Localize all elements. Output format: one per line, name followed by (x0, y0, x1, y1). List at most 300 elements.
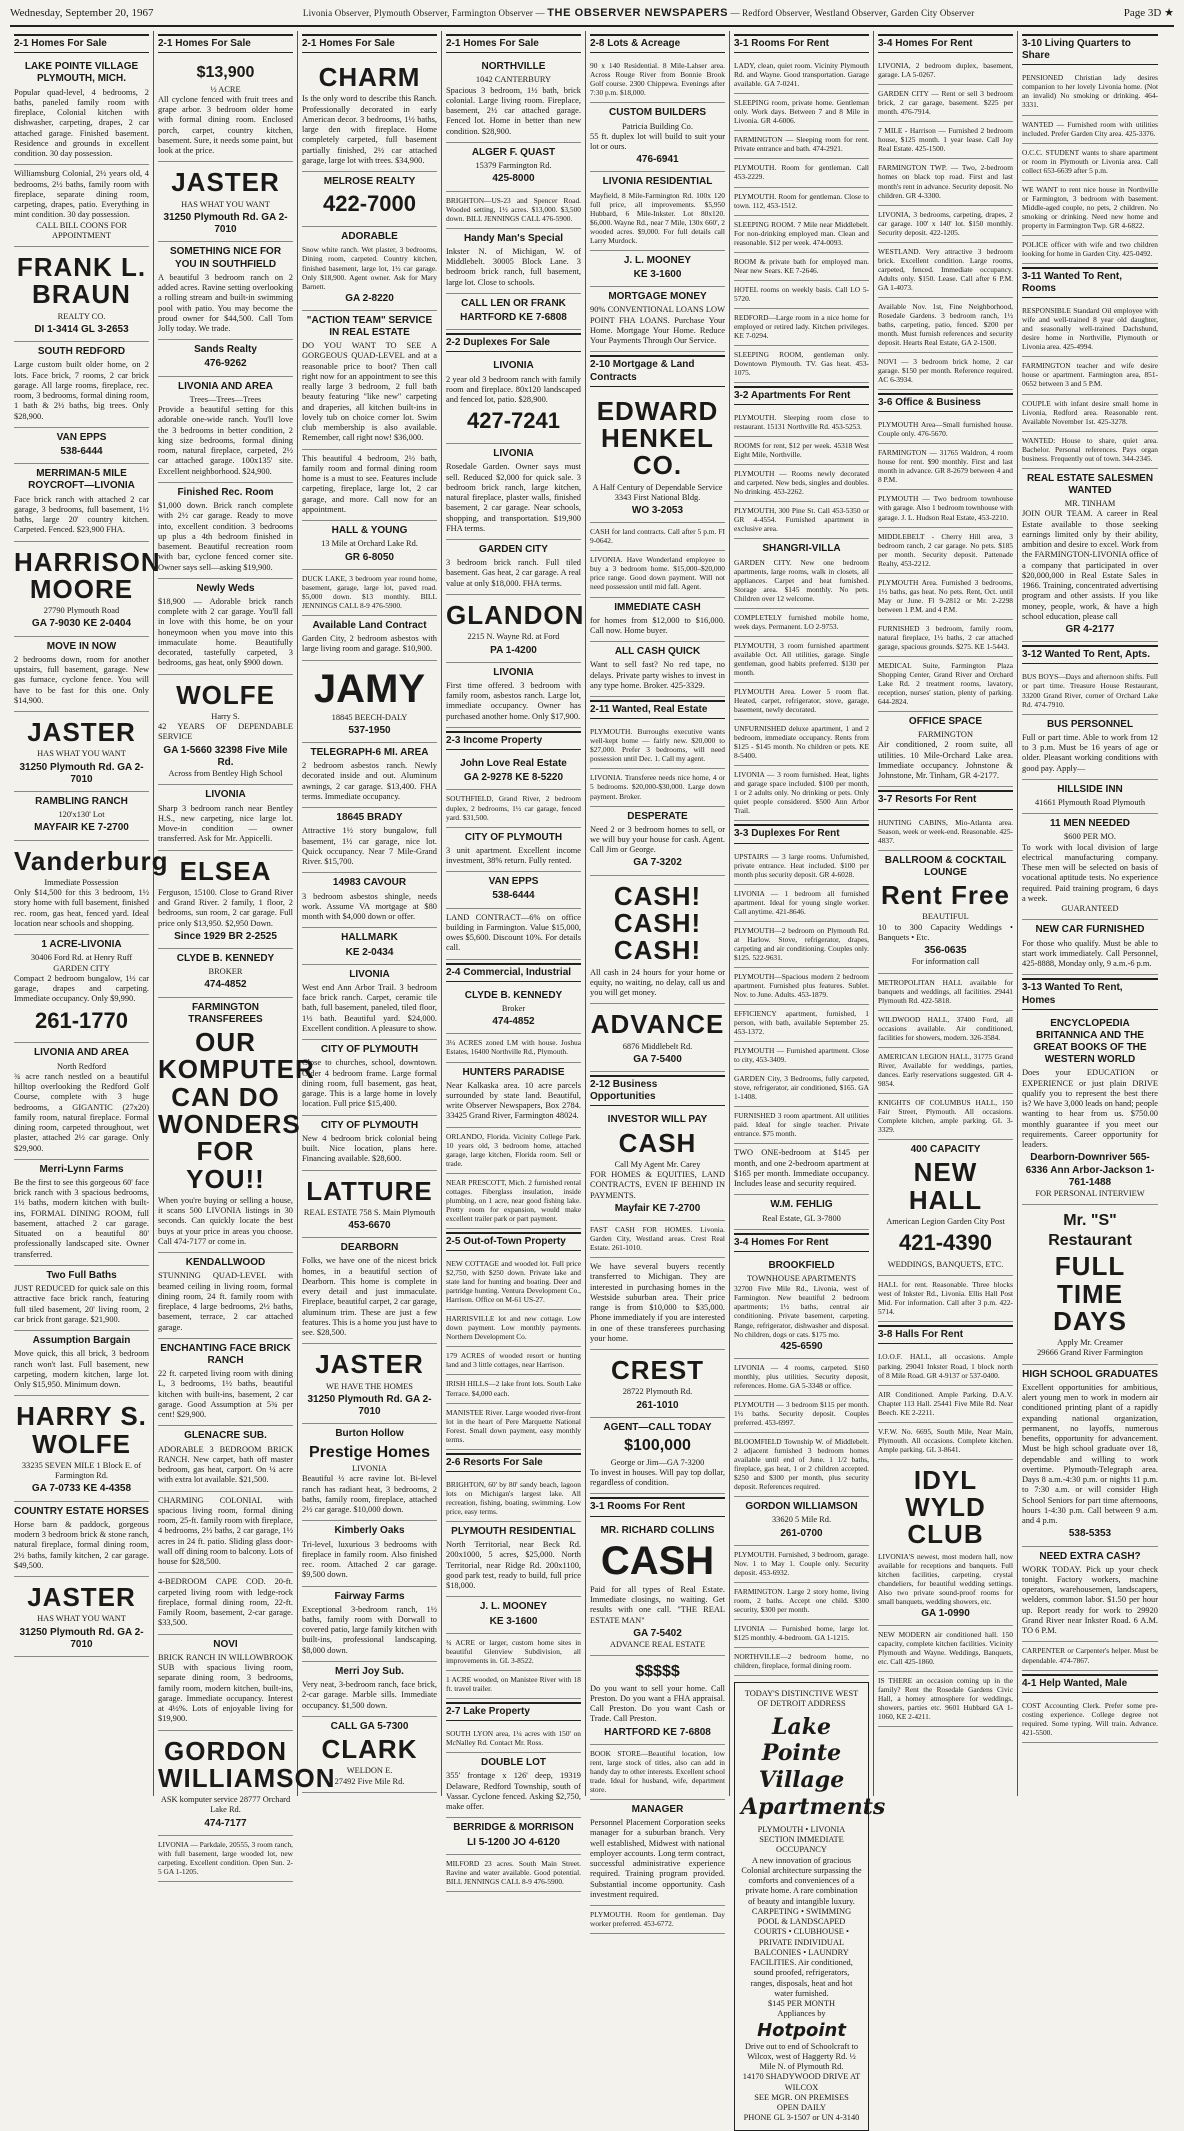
ad-title: GLENACRE SUB. (184, 1430, 267, 1442)
classified-ad (158, 675, 293, 786)
section-header: 2-3 Income Property (446, 731, 581, 750)
ad-small: O.C.C. STUDENT wants to share apartment or room in Plymouth or Livonia area. Call collect 653-6639 after 5 p.m. (1022, 147, 1158, 175)
classified-ad (734, 1042, 869, 1070)
classified-ad (734, 1256, 869, 1359)
classified-ad (446, 1725, 581, 1753)
ad-title: Finished Rec. Room (177, 486, 274, 498)
ad-sub: 120'x130' Lot (58, 810, 105, 820)
ad-big: HARRISON MOORE (14, 546, 161, 604)
masthead-date: Wednesday, September 20, 1967 (10, 7, 154, 19)
classified-ad (158, 998, 315, 1253)
ad-title: TODAY'S DISTINCTIVE WEST OF DETROIT ADDRESS (744, 1689, 859, 1709)
classified-ad (446, 595, 585, 663)
ad-small: LIVONIA — 4 rooms, carpeted. $160 monthly, plus utilities. Security deposit, references. Home. GA 5-3348 or office. (734, 1362, 869, 1390)
ad-directions: Drive out to end of Schoolcraft to Wilcox, west of Haggerty Rd. ½ Mile N. of Plymouth Rd. (744, 2041, 859, 2072)
ad-small: HALL for rent. Reasonable. Three blocks west of Inkster Rd., Livonia. Ellis Hall Post Mid. For information. Call after 3 p.m. 422-5714. (878, 1280, 1013, 1317)
ad-small: PLYMOUTH. Furnished, 3 bedroom, garage. Nov. 1 to May 1. Couple only. Security deposit. 453-6932. (734, 1549, 869, 1577)
ad-title: DOUBLE LOT (481, 1757, 546, 1769)
ad-big: CREST (610, 1355, 705, 1386)
classified-ad (734, 922, 869, 968)
ad-body: Personnel Placement Corporation seeks manager for a suburban branch. Very well established, Midwest with national employer accounts. Long term contract, successful administrative experience required. Training program provided. Substantial income opportunity. Cash investment required. (590, 1818, 725, 1899)
ad-title: 14983 CAVOUR (332, 877, 407, 889)
ad-huge: JAMY (313, 666, 426, 711)
ad-body: Rosedale Garden. Owner says must sell. Reduced $2,000 for quick sale. 3 bedroom brick ranch, large kitchen, natural fireplace, plaster walls, finished basement, 2 car garage. Near schools, shopping, and transportation. $19,900 FHA terms. (446, 462, 581, 533)
classified-ad (446, 540, 581, 595)
ad-phone: LI 5-1200 JO 4-6120 (467, 1836, 560, 1848)
ad-sub: 33620 5 Mile Rd. (771, 1515, 832, 1525)
ad-footer: FOR PERSONAL INTERVIEW (1035, 1189, 1145, 1198)
classified-ad (734, 720, 869, 766)
classified-ad (446, 1404, 581, 1450)
ad-small: Snow white ranch. Wet plaster, 3 bedrooms, Dining room, carpeted. Country kitchen, finished basement, large lot, 1½ car garage. Only $18,900. Agent owner. Ask for Mary Barnett. (302, 245, 437, 291)
ad-sub: Broker (501, 1004, 526, 1013)
classified-ad (302, 616, 437, 661)
ad-title: IMMEDIATE CASH (614, 601, 701, 613)
classified-column-8 (1018, 31, 1162, 1796)
ad-title: CALL GA 5-7300 (330, 1720, 409, 1732)
ad-body: Beautiful ½ acre ravine lot. Bi-level ranch has radiant heat, 3 bedrooms, 2 baths, family room, fireplace, attached 2½ car garage. $10,000 down. (302, 1474, 437, 1515)
ad-small: 179 ACRES of wooded resort or hunting land and 3 little cottages, near Harrison. (446, 1351, 581, 1370)
classified-ad (14, 464, 149, 541)
ad-small: IRISH HILLS—2 lake front lots. South Lake Terrace. $4,000 each. (446, 1379, 581, 1398)
classified-ad (734, 159, 869, 187)
classified-ad (878, 243, 1013, 298)
ad-small: FURNISHED 3 bedroom, family room, natural fireplace, 1½ baths, 2 car attached garage, spacious grounds. $275. KE 1-5443. (878, 623, 1013, 651)
ad-body: Ferguson, 15100. Close to Grand River and Grand River. 2 family, 1 floor, 2 bedrooms, sun room, 2 car garage. Full price only $13,950. $2,950 Down. (158, 887, 293, 928)
ad-small: ORLANDO, Florida. Vicinity College Park. 10 years old, 3 bedroom home, attached garage, large kitchen, Florida room. Sell or trade. (446, 1131, 581, 1168)
classified-ad (158, 1635, 293, 1731)
ad-phone: 31250 Plymouth Rd. GA 2-7010 (163, 212, 288, 236)
ad-title: DESPERATE (627, 810, 688, 822)
ad-phone: 261-0700 (780, 1527, 823, 1539)
ad-big: JASTER (27, 717, 136, 747)
ad-title: J. L. MOONEY (623, 254, 692, 266)
classified-ad (158, 1492, 293, 1574)
ad-body: To work with local division of large electrical manufacturing company. These men will be selected on basis of vocational aptitude tests. No experience required. Paid training program, 6 days a week. (1022, 842, 1158, 903)
ad-title: 18645 BRADY (336, 812, 403, 824)
ad-small: CARPENTER or Carpenter's helper. Must be dependable. 474-7867. (1022, 1646, 1158, 1665)
classified-ad (158, 949, 293, 998)
classified-ad (14, 1043, 149, 1159)
ad-small: HARRISVILLE lot and new cottage. Low down payment. Low monthly payments. Northern Development Co. (446, 1314, 581, 1342)
ad-body: BRICK RANCH IN WILLOWBROOK SUB with spacious living room, separate dining room, 3 bedrooms, family room, modern kitchen, built-ins, garage. Immediate occupancy. Interest at 4½%. Lots of enjoyable living for $19,900. (158, 1652, 293, 1724)
ad-small: LADY, clean, quiet room. Vicinity Plymouth Rd. and Wayne. Good transportation. Garage available. GA 7-0241. (734, 61, 869, 89)
ad-title: 1 ACRE-LIVONIA (41, 939, 122, 951)
ad-sub: American Legion Garden City Post (886, 1216, 1005, 1226)
classified-ad (14, 1160, 149, 1266)
ad-body: Only $14,500 for this 3 bedroom, 1½ story home with full basement, finished rec. room, gas heat, fenced yard. Ideal location near schools and shopping. (14, 888, 149, 928)
ad-small: FARMINGTON TWP. — Two, 2-bedroom homes on black top road. First and last month's rent in advance. Security deposit. No children. GR 4-3300. (878, 163, 1013, 200)
ad-phone: GA 1-0990 (921, 1607, 970, 1619)
ad-title: KENDALLWOOD (185, 1257, 266, 1269)
ad-sub: REAL ESTATE 758 S. Main Plymouth (303, 1207, 436, 1217)
classified-ad (446, 57, 581, 143)
classified-ad (1022, 668, 1158, 714)
classified-ad (878, 851, 1013, 974)
ad-title: LIVONIA (349, 968, 390, 980)
ad-body: 2 bedroom asbestos ranch. Newly decorated inside and out. Aluminum awnings, 2 car garage. $13,400. FHA terms. Immediate occupancy. (302, 761, 437, 801)
masthead-center-left: Livonia Observer, Plymouth Observer, Farmington Observer — (302, 8, 545, 18)
ad-body: For those who qualify. Must be able to start work immediately. Call Personnel, 425-8888, Monday only, 9 a.m.-6 p.m. (1022, 938, 1158, 969)
ad-sub: ½ ACRE (210, 84, 241, 94)
ad-sub: Trees—Trees—Trees (189, 394, 262, 404)
ad-sub: MR. TINHAM (1064, 499, 1116, 509)
ad-phone: GR 4-2177 (1065, 624, 1115, 636)
ad-title: SOUTH REDFORD (37, 346, 126, 358)
ad-body: 3 bedroom asbestos shingle, needs work. Assume VA mortgage at $80 month with $4,000 down or offer. (302, 891, 437, 922)
ad-title: BUS PERSONNEL (1046, 718, 1134, 730)
classified-ad (734, 409, 869, 437)
ad-footer: WEDDINGS, BANQUETS, ETC. (887, 1259, 1004, 1269)
classified-ad (302, 1344, 437, 1424)
classified-ad (590, 172, 725, 250)
ad-phone: GA 1-5660 32398 Five Mile Rd. (163, 744, 288, 768)
ad-title: 11 MEN NEEDED (1049, 818, 1131, 830)
classified-ad (734, 766, 869, 821)
classified-ad (590, 769, 725, 806)
classified-column-5 (586, 31, 730, 1929)
ad-body: Move quick, this all brick, 3 bedroom ranch won't last. Full basement, new carpeting, modern kitchen, large lot. Only $15,950. Minimum down. (14, 1349, 149, 1390)
ad-title: GARDEN CITY (479, 544, 548, 556)
ad-body: 3 unit apartment. Excellent income investment, 38% return. Fully rented. (446, 845, 581, 865)
ad-small: WANTED: House to share, quiet area. Bachelor. Personal references. Pays organ business. Frequently out of town. 344-2345. (1022, 435, 1158, 463)
masthead-center-right: — Redford Observer, Westland Observer, Garden City Observer (730, 8, 975, 18)
ad-title: ADORABLE (341, 231, 398, 243)
ad-title: LIVONIA (493, 360, 534, 372)
classified-ad (734, 539, 869, 608)
classified-ad (446, 909, 581, 960)
ad-body: 55 ft. duplex lot will build to suit your lot or ours. (590, 131, 725, 151)
ad-title: LIVONIA (493, 448, 534, 460)
classified-ad (1022, 144, 1158, 181)
ad-body: Spacious 3 bedroom, 1½ bath, brick colonial. Large living room. Fireplace, basement, 2½ car attached garage. Fenced lot. Home in better than new condition. $28,900. (446, 85, 581, 136)
ad-phone: 356-0635 (924, 945, 967, 957)
classified-ad (734, 1195, 869, 1229)
classified-ad (302, 227, 437, 311)
classified-ad (590, 1745, 725, 1800)
ad-phone: GA 2-8220 (345, 292, 394, 304)
ad-sub: 1042 CANTERBURY (475, 75, 552, 85)
ad-body: 22 ft. carpeted living room with dining L, 3 bedrooms, 1½ baths, beautiful kitchen with built-ins, basement, 2 car garage. Good Assumption at 5¾ per cent! $29,900. (158, 1369, 293, 1420)
classified-ad (446, 1347, 581, 1375)
ad-title: LIVONIA (493, 666, 534, 678)
classified-ad (734, 1107, 869, 1144)
ad-small: FARMINGTON — 31765 Waldron, 4 room house for rent. $90 monthly. First and last month in advance. GR 8-2679 between 4 and 8 P.M. (878, 448, 1013, 485)
classified-ad (590, 391, 725, 524)
classified-ad (14, 841, 169, 936)
ad-body: New 4 bedroom brick colonial being built. Nice location, plans here. Financing available. $28,600. (302, 1133, 437, 1164)
ad-logo-text: Lake Pointe Village Apartments (741, 1713, 886, 1821)
classified-ad (1022, 1642, 1158, 1670)
ad-small: ROOMS for rent, $12 per week. 45318 West Eight Mile, Northville. (734, 441, 869, 460)
classified-ad (158, 377, 293, 483)
section-header: 3-12 Wanted To Rent, Apts. (1022, 645, 1158, 664)
classified-ad (590, 1418, 725, 1494)
ad-small: PLYMOUTH—2 bedroom on Plymouth Rd. at Harlow. Stove, refrigerator, drapes, carpeting and air conditioning. Couples only. $125. 522-9631. (734, 925, 869, 962)
classified-ad (158, 483, 293, 579)
ad-title: LIVONIA AND AREA (34, 1047, 129, 1059)
ad-sub: BEAUTIFUL (922, 912, 969, 922)
classified-ad (14, 792, 149, 841)
section-header: 2-8 Lots & Acreage (590, 34, 725, 53)
ad-title: LIVONIA AND AREA (178, 380, 273, 392)
classified-ad (734, 1396, 869, 1433)
ad-small: 32700 Five Mile Rd., Livonia, west of Farmington. New beautiful 2 bedroom apartments; 1½ baths, central air conditioning. Private basement, carpeting. Range, refrigerator, dishwasher and disposal. No children, dogs or cats. $175 mo. (734, 1284, 869, 1339)
ad-small: DUCK LAKE, 3 bedroom year round home, basement, garage, large lot, paved road. $5,000 down. $13 monthly. BILL JENNINGS CALL 8-9 476-5900. (302, 573, 437, 610)
classified-columns (10, 31, 1174, 2123)
ad-small: METROPOLITAN HALL available for banquets and weddings, all facilities. 29441 Plymouth Rd. 422-5818. (878, 977, 1013, 1005)
classified-ad (590, 807, 725, 876)
classified-ad (158, 1731, 336, 1836)
ad-phone: 31250 Plymouth Rd. GA 2-7010 (19, 1626, 144, 1650)
classified-ad (878, 298, 1013, 353)
ad-sub: FARMINGTON (917, 730, 974, 740)
ad-phone: Mayfair KE 7-2700 (614, 1202, 701, 1214)
ad-small: WANTED — Furnished room with utilities included. Prefer Garden City area. 425-3376. (1022, 119, 1158, 138)
ad-title: John Love Real Estate (460, 758, 567, 770)
ad-sub: 6876 Middlebelt Rd. (622, 1041, 693, 1051)
classified-ad (1022, 69, 1158, 115)
classified-ad (1022, 1014, 1158, 1206)
classified-ad (590, 723, 725, 769)
ad-big: CASH! CASH! CASH! (613, 880, 702, 966)
classified-ad (446, 754, 581, 790)
classified-ad (446, 1634, 581, 1671)
ad-phone: 425-8000 (492, 173, 535, 185)
ad-title: Available Land Contract (312, 619, 427, 631)
ad-body: Horse barn & paddock, gorgeous modern 3 bedroom brick & stone ranch, natural fireplace, formal dining room, 2½ baths, family kitchen, 2 car garage. $49,500. (14, 1519, 149, 1570)
classified-ad (1022, 1205, 1158, 1364)
section-header: 4-1 Help Wanted, Male (1022, 1674, 1158, 1693)
ad-small: EFFICIENCY apartment, furnished, 1 person, with bath, available September 25. 453-1372. (734, 1008, 869, 1037)
classified-ad (734, 216, 869, 253)
classified-ad (446, 872, 581, 908)
ad-small: PLYMOUTH Area. Furnished 3 bedrooms, 1½ baths, gas heat. No pets. Rent, Oct. until May or June. Fl 9-2812 or Mr. 2-2298 between 1 P.M. and 4 P.M. (878, 577, 1013, 614)
ad-small: PLYMOUTH—Spacious modern 2 bedroom apartment. Furnished plus features. Sublet. Nov. to June. Adults. 453-1879. (734, 971, 869, 999)
ad-sub: Real Estate, GL 3-7800 (762, 1213, 841, 1223)
ad-small: GARDEN CITY. New one bedroom apartments, large rooms, walk in closets, all appliances. Carpet and heat furnished. Storage area. $145 monthly. No pets. Children over 12 welcome. (734, 557, 869, 603)
ad-body: 3 bedroom brick ranch. Full tiled basement. Gas heat, 2 car garage. A real value at only $18,000. FHA terms. (446, 558, 581, 588)
ad-title: COUNTRY ESTATE HORSES (14, 1505, 149, 1517)
ad-title: GORDON WILLIAMSON (745, 1501, 858, 1513)
classified-ad (14, 637, 149, 712)
ad-big: LATTURE (306, 1175, 433, 1206)
ad-price: $145 PER MONTH (767, 1999, 835, 2009)
ad-small: MANISTEE River. Large wooded river-front lot in the heart of Pere Marquette National Forest. Small down payment, easy monthly terms. (446, 1407, 581, 1444)
classified-ad (446, 1671, 581, 1699)
ad-small: PLYMOUTH — Furnished apartment. Close to city, 453-3409. (734, 1046, 869, 1065)
classified-ad (590, 1800, 725, 1906)
classified-ad (590, 103, 725, 172)
ad-phone: KE 3-1600 (633, 269, 682, 280)
ad-phone: 474-4852 (492, 1016, 535, 1028)
classified-ad (878, 574, 1013, 620)
masthead-paper-name: THE OBSERVER NEWSPAPERS (547, 7, 729, 19)
ad-small: IS THERE an occasion coming up in the family? Rent the Rosedale Gardens Civic Hall, a homey atmosphere for weddings, showers, parties etc. 9601 Hubbard GA 1-1060, KE 2-4211. (878, 1676, 1013, 1722)
classified-ad (446, 294, 581, 330)
classified-ad (734, 1433, 869, 1497)
ad-small: LIVONIA — 3 room furnished. Heat, lights and garage space included. $100 per month, 1 or 2 adults only. No drinking or pets. Only quiet people considered. $500 Ann Arbor Trail. (734, 770, 869, 816)
ad-footer: GUARANTEED (1061, 904, 1119, 914)
ad-title: MORTGAGE MONEY (608, 291, 707, 303)
ad-small: BRIGHTON, 60' by 80' sandy beach, lagoon lots on Michigan's largest lake. All recreation, fishing, boating, swimming. Low price, easy terms. (446, 1479, 581, 1516)
ad-body: 10 to 300 Capacity Weddings • Banquets • Etc. (878, 922, 1013, 942)
ad-title: MANAGER (631, 1804, 684, 1816)
ad-title: Handy Man's Special (463, 232, 564, 244)
ad-body: Very neat, 3-bedroom ranch, face brick, 2-car garage. Marble sills. Immediate occupancy. $1,500 down. (302, 1680, 437, 1710)
classified-ad (14, 712, 149, 792)
ad-small: LIVONIA — Parkdale, 20555, 3 room ranch, with full basement, large wooded lot, new carpeting. Excellent condition. Open Sun. 2-5 GA 1-1205. (158, 1839, 293, 1876)
classified-ad (446, 1255, 581, 1310)
ad-body: CHARMING COLONIAL with spacious living room, formal dining room, 25-ft. family room with fireplace, 4 bedrooms, 2½ baths, 2 car garage, 1½ acres in 24 ft. patio. Sliding glass door-wall off dining room to balcony. Lots of house for $28,500. (158, 1495, 293, 1567)
classified-ad (590, 287, 725, 352)
classified-ad (878, 1094, 1013, 1140)
ad-small: MILFORD 23 acres. South Main Street. Ravine and water available. Good potential. BILL JENNINGS CALL 8-9 476-5900. (446, 1858, 581, 1886)
ad-phone: GA 2-9278 KE 8-5220 (463, 772, 564, 784)
classified-ad (734, 131, 869, 159)
classified-ad (1022, 236, 1158, 264)
ad-body: 2 bedrooms down, room for another upstairs, full basement, garage. New gas furnace, cyclone fence. You will have to be fast for this one. Only $14,900. (14, 654, 149, 705)
ad-big: CASH (618, 1127, 697, 1158)
classified-ad (734, 968, 869, 1005)
classified-ad (878, 1048, 1013, 1094)
classified-ad (878, 1276, 1013, 1322)
classified-ad (446, 356, 581, 444)
ad-title: Kimberly Oaks (334, 1525, 405, 1537)
ad-small: NEW COTTAGE and wooded lot. Full price $2,750, with $250 down. Private lake and state land for hunting and boating. Deer and partridge hunting. Ventura Development Co., Harrison. Office on M-61 US-27. (446, 1259, 581, 1305)
ad-phone: DI 1-3414 GL 3-2653 (34, 323, 129, 335)
ad-phone: MAYFAIR KE 7-2700 (34, 822, 129, 834)
ad-body: Inkster N. of Michigan, W. of Middlebelt. 30005 Block Lane. 3 bedroom brick ranch, full basement, large lot. Close to schools. (446, 246, 581, 287)
ad-sub: 28722 Plymouth Rd. (622, 1387, 693, 1397)
ad-small: PLYMOUTH, 300 Pine St. Call 453-5350 or GR 4-4554. Furnished apartment in exclusive area. (734, 506, 869, 534)
ad-sub: 2215 N. Wayne Rd. at Ford (467, 632, 560, 642)
ad-sub: 15379 Farmington Rd. (475, 161, 552, 171)
ad-body: 2 year old 3 bedroom ranch with family room and fireplace. 80x120 landscaped and fenced lot, patio. $28,900. (446, 374, 581, 405)
classified-ad (302, 965, 437, 1040)
ad-phone: GA 7-3202 (633, 857, 682, 869)
ad-small: ROOM & private bath for employed man. Near new Sears. KE 7-2646. (734, 256, 869, 275)
ad-title: CITY OF PLYMOUTH (320, 1044, 419, 1056)
classified-ad (734, 683, 869, 720)
ad-manager: SEE MGR. ON PREMISES (754, 2092, 849, 2102)
ad-body: FOR HOMES & EQUITIES, LAND CONTRACTS, EVEN IF BEHIND IN PAYMENTS. (590, 1170, 725, 1200)
ad-big: EDWARD HENKEL CO. (596, 395, 719, 481)
ad-phone: GA 7-5400 (633, 1053, 682, 1065)
ad-title: BALLROOM & COCKTAIL LOUNGE (884, 854, 1007, 878)
classified-ad (446, 1174, 581, 1229)
classified-ad (158, 57, 293, 162)
ad-title: ALGER F. QUAST (471, 146, 556, 158)
ad-body: JOIN OUR TEAM. A career in Real Estate available to those seeking earnings limited only by their ability, ambition and desire to excel. Work from the FARMINGTON-LIVONIA office of a company that participated in over $20,000,000 in Real Estate Sales in 1966. Training, concentrated advertising program and other assists. If you like money, people, work, & have a high school education, please call (1022, 509, 1158, 621)
classified-ad (734, 188, 869, 216)
ad-big: JASTER (171, 167, 280, 198)
ad-title: DEARBORN (340, 1242, 399, 1254)
ad-title: HILLSIDE INN (1057, 783, 1123, 795)
classified-ad (302, 172, 437, 227)
ad-body: Is the only word to describe this Ranch. Professionally decorated in early American decor. 3 bedrooms, 1½ baths, large den with fireplace. Home completely carpeted, full basement partially finished, 2½ car attached garage, large lot with trees. $34,900. (302, 94, 437, 165)
ad-small: GARDEN City, 3 Bedrooms, fully carpeted, stove, refrigerator, air conditioned, $165. GA 1-1408. (734, 1074, 869, 1102)
ad-title: LAKE POINTE VILLAGE PLYMOUTH, MICH. (24, 61, 139, 85)
section-header: 3-2 Apartments For Rent (734, 386, 869, 405)
classified-ad (1022, 1365, 1158, 1547)
section-header: 2-5 Out-of-Town Property (446, 1232, 581, 1251)
ad-small: SLEEPING room, private home. Gentleman only. Work days. Between 7 and 8 Mile in Livonia. GR 4-6006. (734, 98, 869, 126)
ad-title: VAN EPPS (56, 431, 107, 443)
ad-small: FARMINGTON. Large 2 story home, living room, 2 baths. Accept one child. $300 security, $300 per month. (734, 1586, 869, 1614)
ad-title: Merri-Lynn Farms (39, 1163, 124, 1175)
ad-title: MR. RICHARD COLLINS (600, 1524, 715, 1536)
classified-ad (302, 450, 437, 522)
ad-body: LAND CONTRACT—6% on office building in Farmington. Value $15,000, owes $5,600. Discount 10%. For details call. (446, 912, 581, 953)
ad-small: FARMINGTON — Sleeping room for rent. Private entrance and bath. 474-2921. (734, 135, 869, 154)
ad-small: LIVONIA. Have Wonderland employee to buy a 3 bedroom home. $15,000–$20,000 price range. Good down payment. Will not need possession until mid fall. Agent. (590, 555, 725, 592)
classified-ad (734, 1359, 869, 1396)
ad-small: UPSTAIRS — 3 large rooms. Unfurnished, private entrance. Heat included. $100 per month plus security deposit. GR 4-6028. (734, 851, 869, 879)
ad-bigphone: 427-7241 (467, 408, 560, 434)
ad-small: LIVONIA. Transferee needs nice home, 4 or 5 bedrooms. $20,000-$30,000. Large down payment. Broker. (590, 773, 725, 801)
classified-ad (302, 873, 437, 928)
ad-phone: Since 1929 BR 2-2525 (174, 930, 277, 942)
ad-phone: HARTFORD KE 7-6808 (604, 1726, 711, 1738)
classified-ad (446, 1310, 581, 1347)
ad-small: I.O.O.F. HALL, all occasions. Ample parking. 29041 Inkster Road, 1 block north of 8 Mile Road. GR 4-9137 or 537-0400. (878, 1352, 1013, 1380)
masthead-title-line (303, 7, 975, 19)
classified-ad (446, 1818, 581, 1854)
ad-phone: HARTFORD KE 7-6808 (460, 311, 567, 323)
section-header: 3-1 Rooms For Rent (590, 1497, 725, 1516)
classified-ad (446, 1034, 581, 1062)
ad-mid: Prestige Homes (309, 1443, 430, 1461)
section-header: 2-1 Homes For Sale (446, 34, 581, 53)
classified-ad (302, 311, 437, 450)
ad-body: Do you want to sell your home. Call Preston. Do you want a FHA appraisal. Call Preston. Do you want Cash or Trade. Call Preston. (590, 1683, 725, 1724)
ad-body: Attractive 1½ story bungalow, full basement, 1½ car garage, nice lot. Quick occupancy. Near 7 Mile-Grand River. $15,700. (302, 826, 437, 867)
classified-ad (14, 1577, 149, 1657)
ad-body: Face brick ranch with attached 2 car garage, 3 bedrooms, full basement, 1½ baths, large 20' country kitchen. Carpeted. Fenced. $23,900 FHA. (14, 494, 149, 535)
classified-ad (446, 1597, 581, 1633)
classified-ad (446, 1375, 581, 1403)
ad-small: UNFURNISHED deluxe apartment, 1 and 2 bedroom, immediate occupancy. Rents from $125 - $145 month. No children or pets. KE 8-5400. (734, 724, 869, 761)
classified-ad (302, 928, 437, 964)
classified-ad (14, 1396, 149, 1501)
section-header: 3-6 Office & Business (878, 393, 1013, 412)
ad-sub: 30406 Ford Rd. at Henry Ruff GARDEN CITY (30, 953, 133, 973)
ad-body: Close to churches, school, downtown. Older 4 bedroom frame. Large formal dining room, full basement, gas heat, garage. This is a large home in lovely location. Full price $15,400. (302, 1058, 437, 1109)
ad-small: PLYMOUTH — Two bedroom townhouse with garage. Also 1 bedroom townhouse with garage. J. L. Hudson Real Estate, 453-2210. (878, 494, 1013, 522)
ad-title: HALL & YOUNG (331, 525, 408, 537)
classified-ad (878, 85, 1013, 122)
ad-body: All cash in 24 hours for your home or equity, no waiting, no delay, call us and you will get money. (590, 967, 725, 998)
classified-ad (302, 1040, 437, 1115)
ad-body: Want to sell fast? No red tape, no delays. Private party wishes to invest in any type home. Broker. 425-3329. (590, 660, 725, 690)
ad-body: $1,000 down. Brick ranch complete with 2½ car garage. Ready to move into, excellent condition. 3 bedrooms up plus a 4th bedroom finished in basement. Beautiful recreation room with bar, cyclone fenced corner site. Owner says sell—asking $19,900. (158, 501, 293, 572)
classified-ad (158, 1253, 293, 1339)
ad-small: CASH for land contracts. Call after 5 p.m. FI 9-0642. (590, 527, 725, 546)
ad-small: NOVI — 3 bedroom brick home, 2 car garage. $150 per month. Reference required. AC 6-3934. (878, 356, 1013, 385)
ad-sub: 41661 Plymouth Road Plymouth (1034, 797, 1146, 807)
ad-sub: WE HAVE THE HOMES (326, 1381, 413, 1391)
ad-mid: $100,000 (624, 1437, 691, 1455)
ad-small: SLEEPING ROOM, gentleman only. Downtown Plymouth. TV. Gas heat. 453-1075. (734, 349, 869, 377)
classified-ad (734, 57, 869, 94)
classified-ad (1022, 116, 1158, 144)
section-header: 2-12 Business Opportunities (590, 1075, 725, 1106)
ad-small: BLOOMFIELD Township W. of Middlebelt. 2 adjacent furnished 3 bedroom homes available until end of June. 1 1/2 baths, fireplace, gas heat, 1 or 2 children accepted. $250 and $300 per month, plus security deposit. References required. (734, 1436, 869, 1492)
classified-ad (590, 1656, 725, 1745)
section-header: 3-13 Wanted To Rent, Homes (1022, 978, 1158, 1009)
ad-small: REDFORD—Large room in a nice home for employed or retired lady. Kitchen privileges. KE 7-0294. (734, 312, 869, 340)
